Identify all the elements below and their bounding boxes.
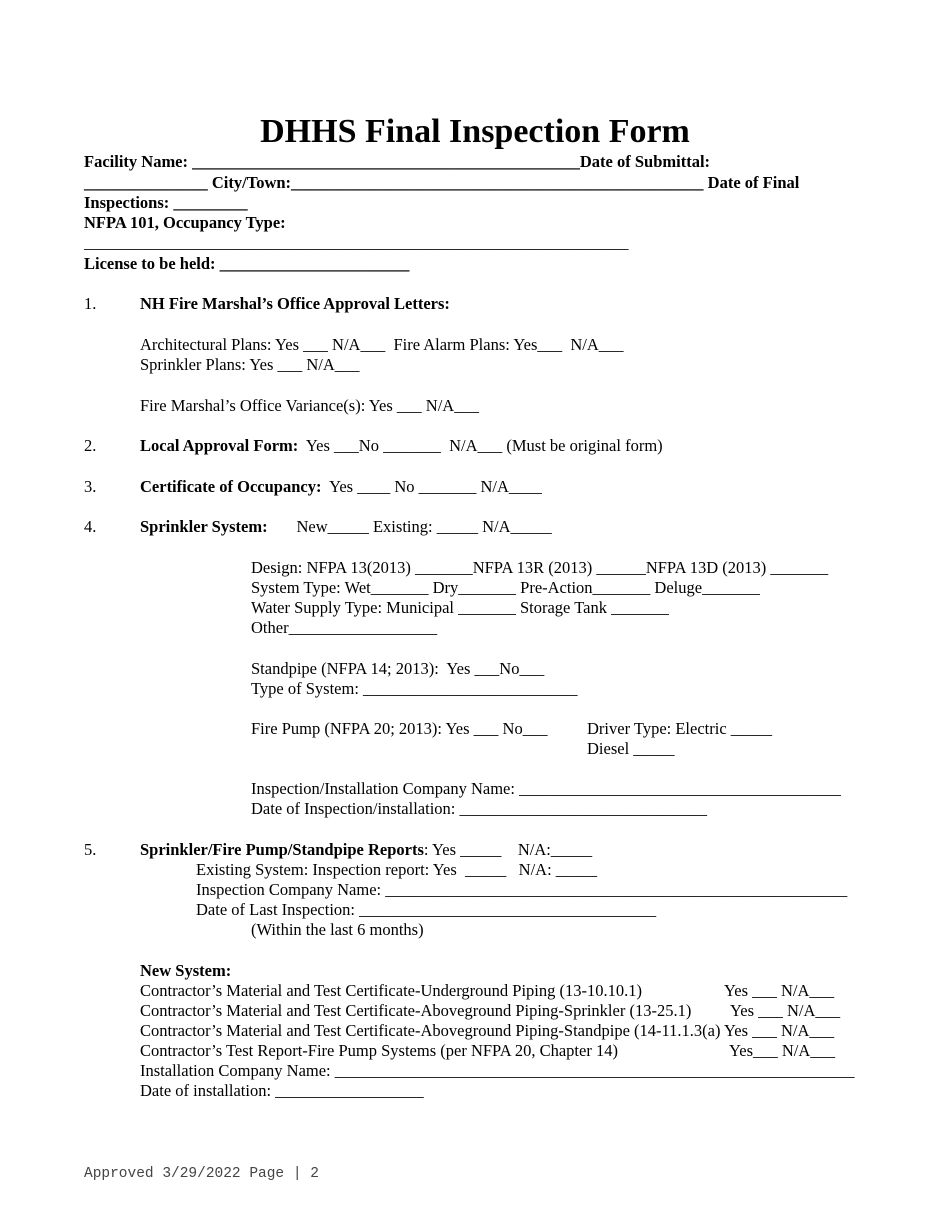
installation-date-row[interactable]: Date of installation: __________________ xyxy=(140,1081,424,1100)
cert-fire-pump-options[interactable]: Yes___ N/A___ xyxy=(729,1041,836,1060)
city-town-row xyxy=(84,173,799,193)
date-of-final-label: Date of Final xyxy=(703,173,800,192)
cert-underground-options[interactable]: Yes ___ N/A___ xyxy=(724,981,835,1000)
type-of-system-row[interactable]: Type of System: __________________________ xyxy=(251,679,578,698)
section-4-number: 4. xyxy=(84,517,97,536)
license-label: License to be held: xyxy=(84,254,220,273)
inspection-company-name-row[interactable]: Inspection Company Name: ________________________________________________________ xyxy=(196,880,848,899)
license-row xyxy=(84,254,409,274)
architectural-plans-row[interactable]: Architectural Plans: Yes ___ N/A___ Fire Alarm Plans: Yes___ N/A___ xyxy=(140,335,624,354)
nfpa-occupancy-label: NFPA 101, Occupancy Type: xyxy=(84,213,286,232)
within-note: (Within the last 6 months) xyxy=(251,920,424,939)
form-title: DHHS Final Inspection Form xyxy=(260,113,690,150)
facility-name-field[interactable]: _______________________________________________ xyxy=(192,152,580,171)
reports-heading: Sprinkler/Fire Pump/Standpipe Reports xyxy=(140,840,424,859)
new-system-heading: New System: xyxy=(140,961,232,980)
section-1-number: 1. xyxy=(84,294,97,313)
date-of-submittal-label: Date of Submittal: xyxy=(579,152,711,171)
city-town-field[interactable]: __________________________________________________ xyxy=(291,173,704,192)
local-approval-heading: Local Approval Form: xyxy=(140,436,299,455)
certificate-occupancy-row xyxy=(140,477,542,497)
driver-type-diesel[interactable]: Diesel _____ xyxy=(587,739,675,758)
local-approval-row xyxy=(140,436,663,456)
cert-sprinkler-options[interactable]: Yes ___ N/A___ xyxy=(730,1001,841,1020)
standpipe-row[interactable]: Standpipe (NFPA 14; 2013): Yes ___No___ xyxy=(251,659,545,678)
cert-sprinkler-label: Contractor’s Material and Test Certificate-Aboveground Piping-Sprinkler (13-25.1) xyxy=(140,1001,692,1020)
installation-company-row[interactable]: Installation Company Name: _______________________________________________________________ xyxy=(140,1061,855,1080)
inspection-company-row[interactable]: Inspection/Installation Company Name: _______________________________________ xyxy=(251,779,841,798)
section-2-number: 2. xyxy=(84,436,97,455)
section-5-number: 5. xyxy=(84,840,97,859)
facility-name-label: Facility Name: xyxy=(84,152,193,171)
sprinkler-plans-row[interactable]: Sprinkler Plans: Yes ___ N/A___ xyxy=(140,355,360,374)
design-row[interactable]: Design: NFPA 13(2013) _______NFPA 13R (2013) ______NFPA 13D (2013) _______ xyxy=(251,558,829,577)
page-footer: Approved 3/29/2022 Page | 2 xyxy=(84,1166,319,1182)
certificate-occupancy-heading: Certificate of Occupancy: xyxy=(140,477,322,496)
sprinkler-system-row xyxy=(140,517,552,537)
section-3-number: 3. xyxy=(84,477,97,496)
nfpa-occupancy-field[interactable]: __________________________________________________________________ xyxy=(84,233,629,252)
city-town-label: City/Town: xyxy=(207,173,292,192)
section-1-heading: NH Fire Marshal’s Office Approval Letters: xyxy=(140,294,450,313)
local-approval-options[interactable]: Yes ___No _______ N/A___ (Must be original form) xyxy=(298,436,663,455)
inspection-date-row[interactable]: Date of Inspection/installation: ______________________________ xyxy=(251,799,707,818)
sprinkler-system-options[interactable]: New_____ Existing: _____ N/A_____ xyxy=(267,517,552,536)
inspections-row xyxy=(84,193,248,213)
water-supply-row[interactable]: Water Supply Type: Municipal _______ Storage Tank _______ xyxy=(251,598,669,617)
cert-standpipe-row[interactable]: Contractor’s Material and Test Certificate-Aboveground Piping-Standpipe (14-11.1.3(a) Yes ___ N/A___ xyxy=(140,1021,835,1040)
last-inspection-row[interactable]: Date of Last Inspection: ____________________________________ xyxy=(196,900,657,919)
fire-pump-row[interactable]: Fire Pump (NFPA 20; 2013): Yes ___ No___ xyxy=(251,719,548,738)
driver-type-electric[interactable]: Driver Type: Electric _____ xyxy=(587,719,773,738)
license-field[interactable]: _______________________ xyxy=(219,254,410,273)
inspections-label: Inspections: xyxy=(84,193,174,212)
existing-system-row[interactable]: Existing System: Inspection report: Yes _____ N/A: _____ xyxy=(196,860,598,879)
other-row[interactable]: Other__________________ xyxy=(251,618,438,637)
cert-fire-pump-label: Contractor’s Test Report-Fire Pump Systems (per NFPA 20, Chapter 14) xyxy=(140,1041,618,1060)
variance-row[interactable]: Fire Marshal’s Office Variance(s): Yes ___ N/A___ xyxy=(140,396,479,415)
inspections-field[interactable]: _________ xyxy=(173,193,248,212)
system-type-row[interactable]: System Type: Wet_______ Dry_______ Pre-Action_______ Deluge_______ xyxy=(251,578,760,597)
facility-name-row xyxy=(84,152,710,172)
date-of-submittal-field[interactable]: _______________ xyxy=(84,173,208,192)
reports-row xyxy=(140,840,592,860)
reports-options[interactable]: : Yes _____ N/A:_____ xyxy=(423,840,593,859)
sprinkler-system-heading: Sprinkler System: xyxy=(140,517,268,536)
certificate-occupancy-options[interactable]: Yes ____ No _______ N/A____ xyxy=(321,477,542,496)
cert-underground-label: Contractor’s Material and Test Certificate-Underground Piping (13-10.10.1) xyxy=(140,981,642,1000)
